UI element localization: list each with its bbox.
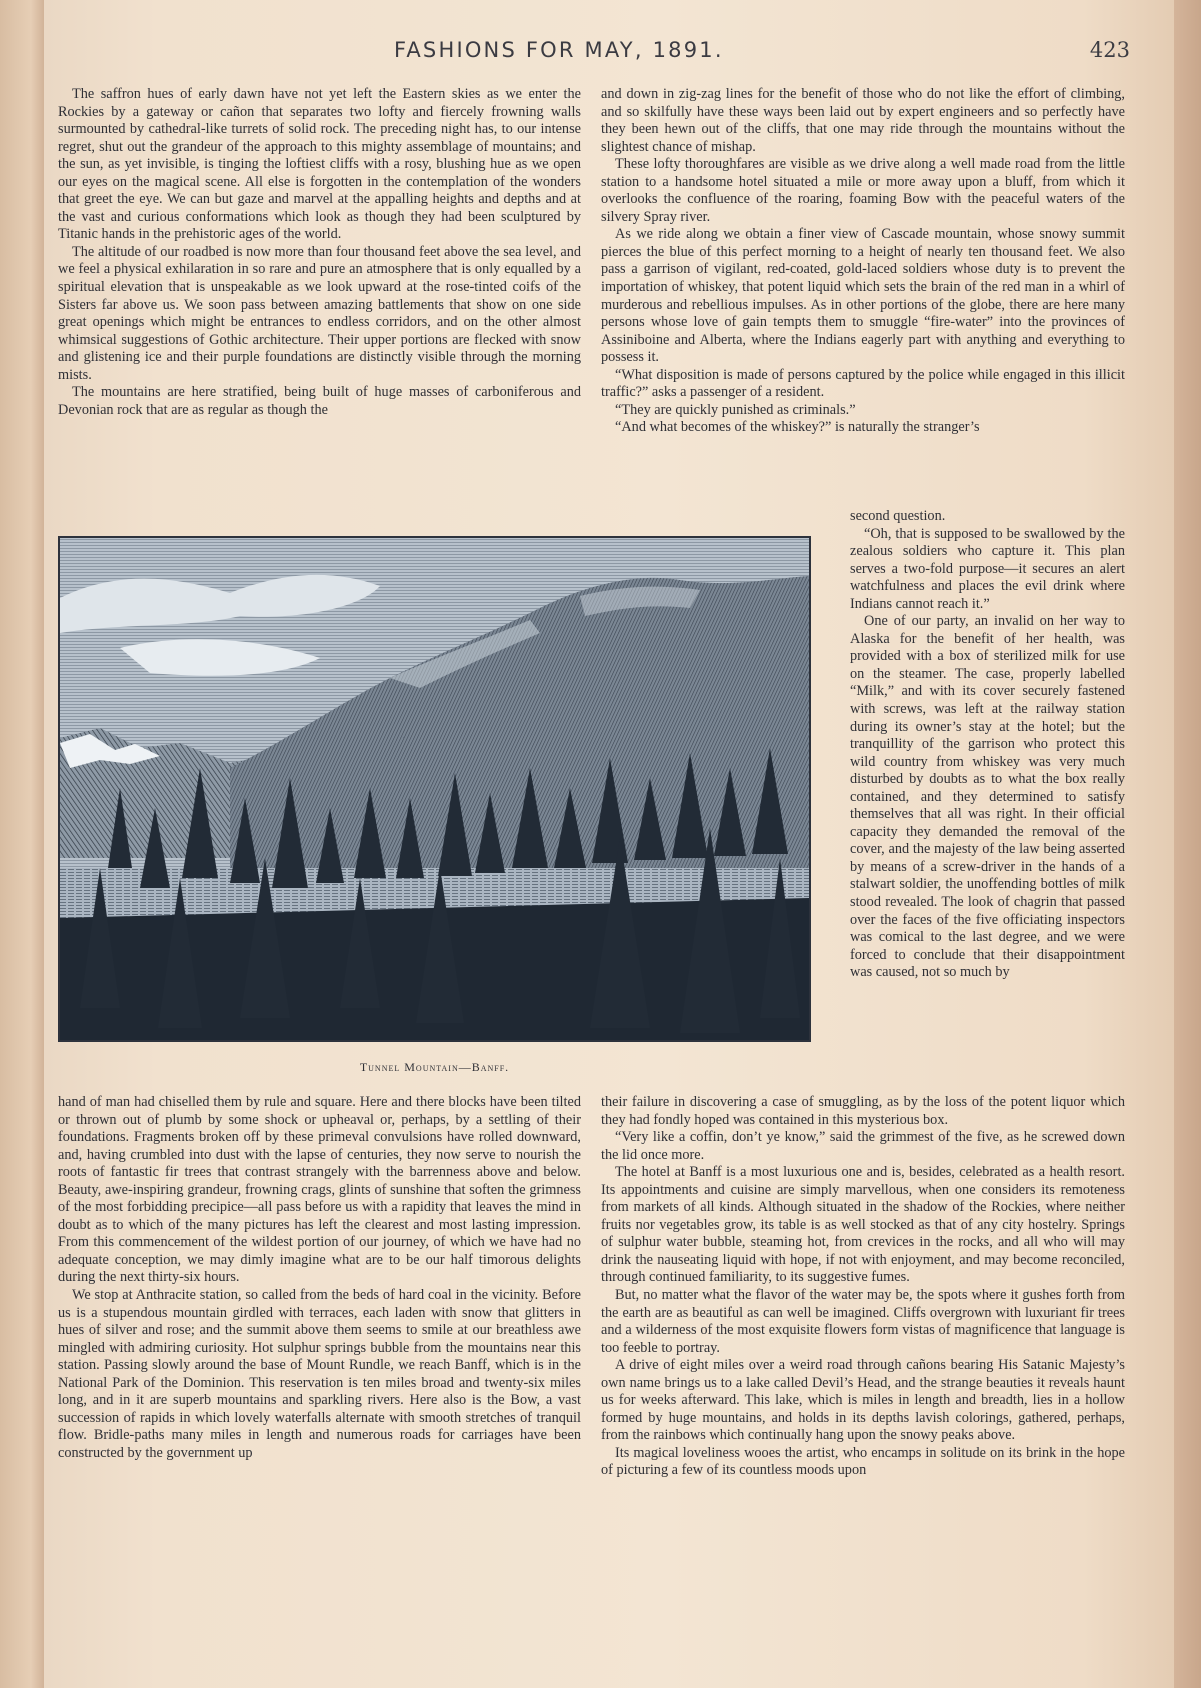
page-edge-strip [1174,0,1201,1688]
page-header-title: FASHIONS FOR MAY, 1891. [394,38,724,62]
paragraph: Its magical loveliness wooes the artist, who encamps in solitude on its brink in the hope of picturing a few of its countless moods upon [601,1444,1125,1479]
paragraph: These lofty thoroughfares are visible as we drive along a well made road from the little station to a handsome hotel situated a mile or more away upon a bluff, from which it overlooks the confluence of the roaring, foaming Bow with the peaceful waters of the silvery Spray river. [601,156,1125,225]
right-column-top [601,86,1125,437]
paragraph: A drive of eight miles over a weird road through cañons bearing His Satanic Majesty’s own name brings us to a lake called Devil’s Head, and the strange beauties it reveals haunt us for weeks afterward. This lake, which is miles in length and breadth, lies in a hollow formed by huge mountains, and holds in its depths lavish colorings, gathered, perhaps, from the rainbows which continually hang upon the snowy peaks above. [601,1357,1125,1444]
right-column-bottom [601,1094,1125,1480]
paragraph: hand of man had chiselled them by rule and square. Here and there blocks have been tilted or thrown out of plumb by some shock or upheaval or, perhaps, by a settling of their foundations. Fragments broken off by these primeval convulsions have rolled downward, and, having crumbled into dust with the lapse of centuries, they now serve to nourish the roots of fantastic fir trees that contrast strangely with the barrenness above and below. Beauty, awe-inspiring grandeur, frowning crags, glints of sunshine that soften the grimness of the most forbidding precipice—all pass before us with a rapidity that leaves the mind in doubt as to which of the many pictures has left the clearest and most lasting impression. From this commencement of the wildest portion of our journey, of which we have had no adequate conception, we may dimly imagine what are to be our half timorous delights during the next thirty-six hours. [58,1094,581,1286]
mountain-landscape-engraving [60,538,809,1040]
running-head [44,38,1174,68]
previous-page-edge [0,0,45,1688]
illustration-caption: Tunnel Mountain—Banff. [359,1060,510,1074]
paragraph: But, no matter what the flavor of the water may be, the spots where it gushes forth from the earth are as beautiful as can well be imagined. Cliffs overgrown with luxuriant fir trees and a wilderness of the most exquisite flowers form vistas of magnificence that language is too feeble to portray. [601,1287,1125,1356]
paragraph: their failure in discovering a case of smuggling, as by the loss of the potent liquor which they had fondly hoped was contained in this mysterious box. [601,1094,1125,1128]
paragraph: second question. [850,508,946,524]
paragraph: “What disposition is made of persons captured by the police while engaged in this illicit traffic?” asks a passenger of a resident. [601,366,1125,401]
paragraph: As we ride along we obtain a finer view of Cascade mountain, whose snowy summit pierces the blue of this perfect morning to a height of nearly ten thousand feet. We also pass a garrison of vigilant, red-coated, gold-laced soldiers whose duty is to prevent the importation of whiskey, that potent liquid which sets the brain of the red man in a whirl of murderous and rebellious impulses. As in other portions of the globe, there are here many persons whose love of gain tempts them to smuggle “fire-water” into the provinces of Assiniboine and Alberta, where the Indians eagerly part with anything and everything to possess it. [601,226,1125,366]
paragraph: “Oh, that is supposed to be swallowed by the zealous soldiers who capture it. This plan serves a two-fold purpose—it secures an alert watchfulness and places the evil drink where Indians cannot reach it.” [850,525,1125,612]
paragraph: The hotel at Banff is a most luxurious one and is, besides, celebrated as a health resort. Its appointments and cuisine are simply marvellous, when one considers its remoteness from markets of all kinds. Although situated in the shadow of the Rockies, where neither fruits nor vegetables grow, its table is as well stocked as that of any city hostelry. Springs of sulphur water bubble, steaming hot, from crevices in the rocks, and all who will may drink the nauseating liquid with hope, if not with enjoyment, and may become reconciled, through continued familiarity, to its suggestive fumes. [601,1164,1125,1286]
engraving-illustration [58,536,811,1042]
paragraph: The altitude of our roadbed is now more than four thousand feet above the sea level, and we feel a physical exhilaration in so rare and pure an atmosphere that is only equalled by a spiritual elevation that is unspeakable as we look upward at the rose-tinted coifs of the Sisters far above us. We soon pass between amazing battlements that show on one side great openings which might be entrances to endless corridors, and on the other almost whimsical suggestions of Gothic architecture. Their upper portions are flecked with snow and glistening ice and their purple foundations are distinctly visible through the morning mists. [58,243,581,383]
paragraph: “They are quickly punished as criminals.” [615,401,856,418]
paragraph: The mountains are here stratified, being built of huge masses of carboniferous and Devonian rock that are as regular as though the [58,384,581,418]
left-column-bottom [58,1094,581,1462]
paragraph: “And what becomes of the whiskey?” is naturally the stranger’s [615,419,980,436]
paragraph: The saffron hues of early dawn have not yet left the Eastern skies as we enter the Rockies by a gateway or cañon that separates two lofty and fiercely frowning walls surmounted by cathedral-like turrets of solid rock. The preceding night has, to our intense regret, shut out the grandeur of the approach to this mighty assemblage of mountains; and the sun, as yet invisible, is tinging the loftiest cliffs with a rosy, blushing hue as we open our eyes on the magical scene. All else is forgotten in the contemplation of the wonders that greet the eye. We can but gaze and marvel at the appalling heights and depths and at the vast and curious conformations which look as though they had been sculptured by Titanic hands in the prehistoric ages of the world. [58,86,581,243]
right-narrow-column [850,508,1125,982]
paragraph: One of our party, an invalid on her way to Alaska for the benefit of her health, was provided with a box of sterilized milk for use on the steamer. The case, properly labelled “Milk,” and with its cover securely fastened with screws, was left at the railway station during its owner’s stay at the hotel; but the tranquillity of the garrison who protect this wild country from whiskey was very much disturbed by doubts as to what the box really contained, and they determined to satisfy themselves that all was right. In their official capacity they demanded the removal of the cover, and the majesty of the law being asserted by means of a screw-driver in the hands of a stalwart soldier, the unoffending bottles of milk stood revealed. The look of chagrin that passed over the faces of the five officiating inspectors was comical to the last degree, and we were forced to conclude that their disappointment was caused, not so much by [850,613,1125,981]
paragraph: We stop at Anthracite station, so called from the beds of hard coal in the vicinity. Before us is a stupendous mountain girdled with terraces, each laden with snow that glitters in hues of silver and rose; and the summit above them seems to smile at our breathless awe mingled with admiring curiosity. Hot sulphur springs bubble from the mountains near this station. Passing slowly around the base of Mount Rundle, we reach Banff, which is in the National Park of the Dominion. This reservation is ten miles broad and twenty-six miles long, and in it are superb mountains and sparkling rivers. Here also is the Bow, a vast succession of rapids in which lovely waterfalls alternate with smooth stretches of tranquil flow. Bridle-paths many miles in length and numerous roads for carriages have been constructed by the government up [58,1287,581,1461]
paragraph: and down in zig-zag lines for the benefit of those who do not like the effort of climbing, and so skilfully have these ways been laid out by expert engineers and so perfectly have they been hewn out of the cliffs, that one may ride through the mountains without the slightest chance of mishap. [601,86,1125,155]
paragraph: “Very like a coffin, don’t ye know,” said the grimmest of the five, as he screwed down the lid once more. [601,1129,1125,1163]
left-column-top [58,86,581,419]
page-number: 423 [1089,38,1130,62]
